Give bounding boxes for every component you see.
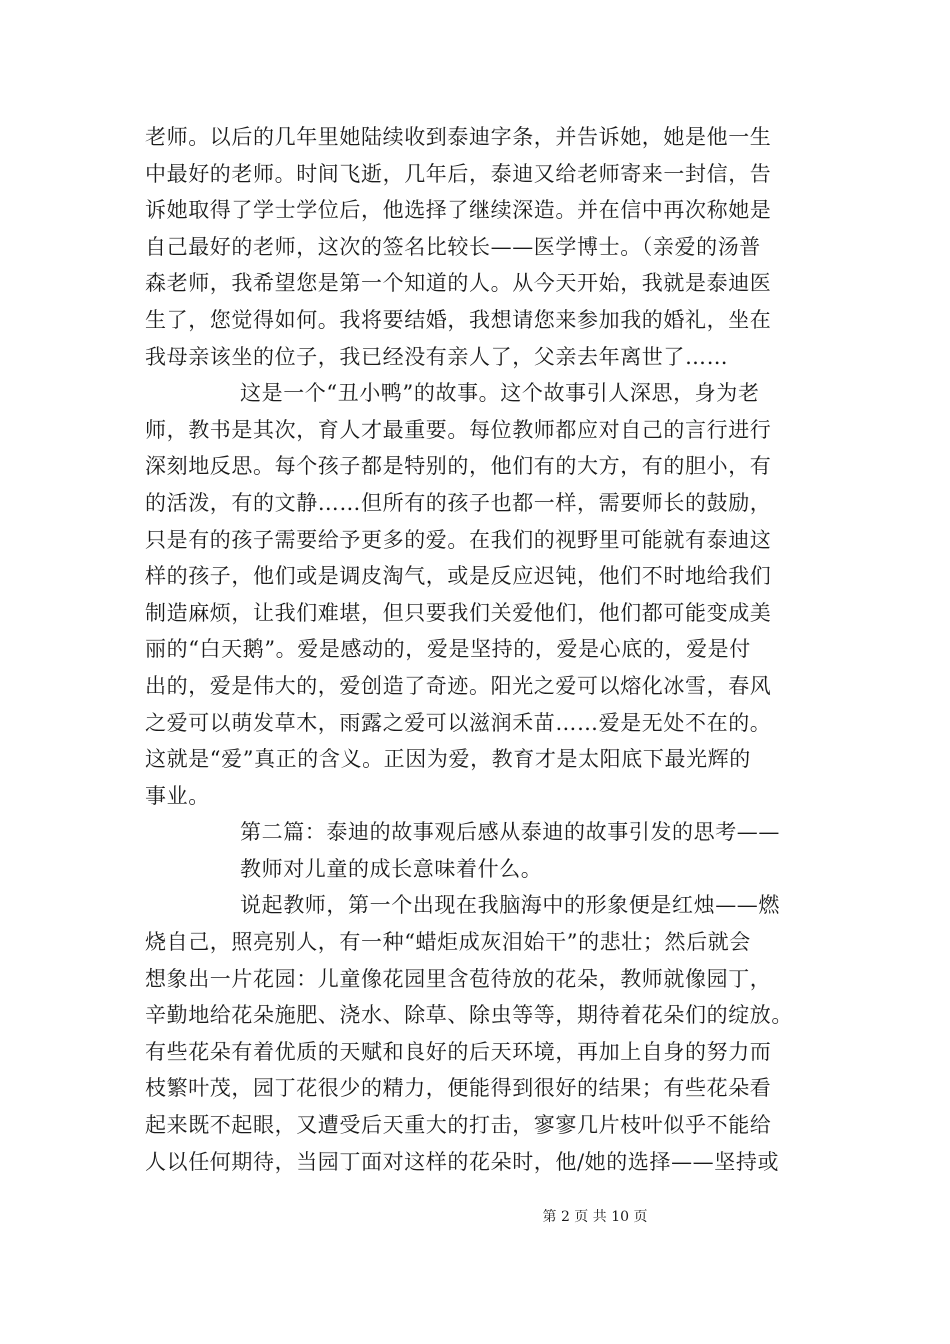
text-line: 我母亲该坐的位子，我已经没有亲人了，父亲去年离世了…… bbox=[145, 344, 729, 369]
text-line: 老师。以后的几年里她陆续收到泰迪字条，并告诉她，她是他一生 bbox=[145, 125, 772, 149]
text-line: 枝繁叶茂，园丁花很少的精力，便能得到很好的结果；有些花朵看 bbox=[145, 1076, 772, 1101]
text-line: 辛勤地给花朵施肥、浇水、除草、除虫等等，期待着花朵们的绽放。 bbox=[145, 1003, 793, 1028]
paragraph-teacher-metaphor bbox=[145, 887, 825, 1180]
heading-line: 教师对儿童的成长意味着什么。 bbox=[240, 856, 543, 881]
text-line: 有些花朵有着优质的天赋和良好的后天环境，再加上自身的努力而 bbox=[145, 1039, 772, 1064]
text-line: 这是一个“丑小鸭”的故事。这个故事引人深思，身为老 bbox=[240, 381, 760, 406]
text-line: 这就是“爱”真正的含义。正因为爱，教育才是太阳底下最光辉的 bbox=[145, 747, 751, 772]
text-line: 自己最好的老师，这次的签名比较长——医学博士。（亲爱的汤普 bbox=[145, 234, 761, 259]
text-line: 深刻地反思。每个孩子都是特别的，他们有的大方，有的胆小，有 bbox=[145, 454, 772, 479]
text-line: 生了，您觉得如何。我将要结婚，我想请您来参加我的婚礼，坐在 bbox=[145, 307, 772, 332]
page-footer bbox=[0, 1206, 950, 1226]
page-number: 第 2 页 共 10 页 bbox=[542, 1209, 648, 1225]
paragraph-letter-story bbox=[145, 119, 825, 375]
text-line: 中最好的老师。时间飞逝，几年后，泰迪又给老师寄来一封信，告 bbox=[145, 161, 772, 186]
heading-line: 第二篇：泰迪的故事观后感从泰迪的故事引发的思考—— bbox=[240, 820, 780, 845]
text-line: 烧自己，照亮别人，有一种“蜡炬成灰泪始干”的悲壮；然后就会 bbox=[145, 930, 751, 955]
text-line: 样的孩子，他们或是调皮淘气，或是反应迟钝，他们不时地给我们 bbox=[145, 564, 772, 589]
text-line: 说起教师，第一个出现在我脑海中的形象便是红烛——燃 bbox=[240, 893, 780, 918]
text-line: 诉她取得了学士学位后，他选择了继续深造。并在信中再次称她是 bbox=[145, 198, 772, 223]
text-line: 人以任何期待，当园丁面对这样的花朵时，他/她的选择——坚持或 bbox=[145, 1149, 780, 1174]
text-line: 事业。 bbox=[145, 783, 210, 808]
text-line: 只是有的孩子需要给予更多的爱。在我们的视野里可能就有泰迪这 bbox=[145, 527, 772, 552]
text-line: 制造麻烦，让我们难堪，但只要我们关爱他们，他们都可能变成美 bbox=[145, 600, 772, 625]
text-line: 师，教书是其次，育人才最重要。每位教师都应对自己的言行进行 bbox=[145, 417, 772, 442]
text-line: 出的，爱是伟大的，爱创造了奇迹。阳光之爱可以熔化冰雪，春风 bbox=[145, 673, 772, 698]
text-line: 之爱可以萌发草木，雨露之爱可以滋润禾苗……爱是无处不在的。 bbox=[145, 710, 772, 735]
document-body bbox=[145, 119, 825, 1180]
section-heading bbox=[145, 814, 825, 887]
text-line: 起来既不起眼，又遭受后天重大的打击，寥寥几片枝叶似乎不能给 bbox=[145, 1113, 772, 1138]
text-line: 森老师，我希望您是第一个知道的人。从今天开始，我就是泰迪医 bbox=[145, 271, 772, 296]
paragraph-ugly-duckling bbox=[145, 375, 825, 814]
text-line: 的活泼，有的文静……但所有的孩子也都一样，需要师长的鼓励， bbox=[145, 490, 772, 515]
text-line: 想象出一片花园：儿童像花园里含苞待放的花朵，教师就像园丁， bbox=[145, 966, 772, 991]
text-line: 丽的“白天鹅”。爱是感动的，爱是坚持的，爱是心底的，爱是付 bbox=[145, 637, 751, 662]
